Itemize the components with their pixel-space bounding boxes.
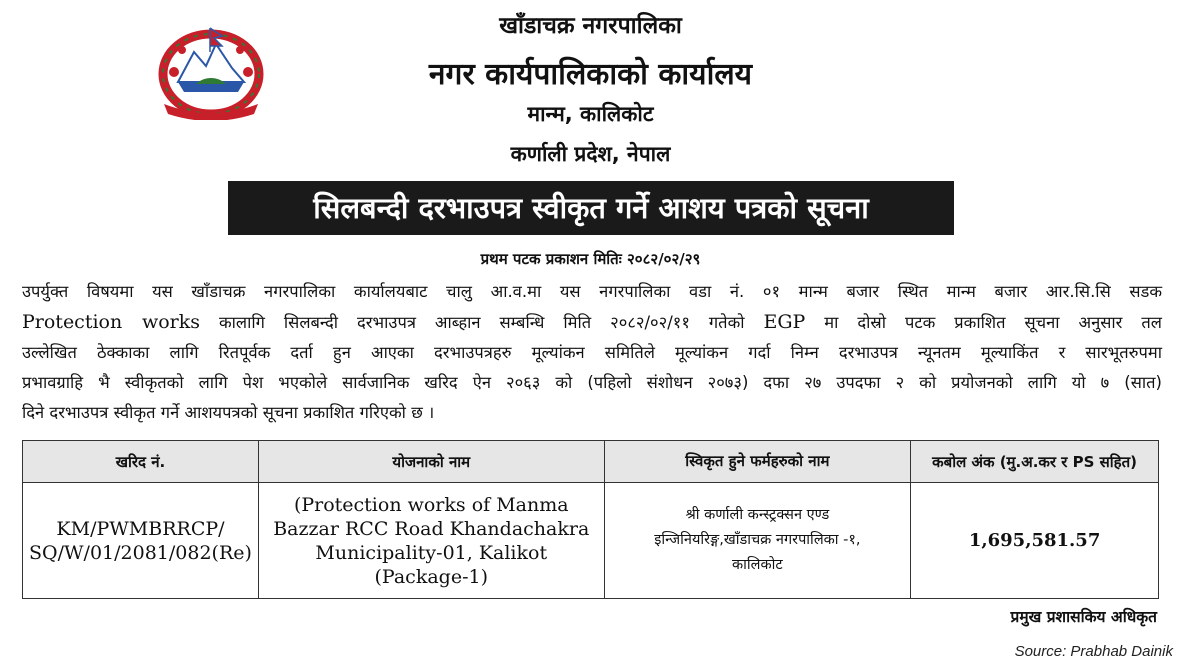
body-line-2-part-a: कालागि सिलबन्दी दरभाउपत्र आब्हान सम्बन्धि मिति २०८२/०२/११ गतेको — [200, 313, 764, 332]
cell-project-name: (Protection works of Manma Bazzar RCC Road Khandachakra Municipality-01, Kalikot (Package-1) — [258, 483, 604, 599]
body-line-2-part-b: मा दोस्रो पटक प्रकाशित सूचना अनुसार तल — [805, 313, 1162, 332]
body-line-1: उपर्युक्त विषयमा यस खाँडाचक्र नगरपालिका कार्यालयबाट चालु आ.व.मा यस नगरपालिका वडा नं. ०१ मान्म बजार स्थित मान्म बजार आर.सि.सि सडक — [22, 282, 1162, 301]
header-firm-name: स्विकृत हुने फर्महरुको नाम — [604, 441, 911, 483]
body-line-2 — [22, 307, 1162, 338]
source-credit: Source: Prabhab Dainik — [1014, 643, 1173, 660]
header-bid-amount: कबोल अंक (मु.अ.कर र PS सहित) — [911, 441, 1159, 483]
body-line-4: प्रभावग्राहि भै स्वीकृतको लागि पेश भएकोले सार्वजानिक खरिद ऐन २०६३ को (पहिलो संशोधन २०७३) दफा २७ उपदफा २ को प्रयोजनको लागि यो ७ (सात) — [22, 373, 1162, 392]
cell-firm-name: श्री कर्णाली कन्स्ट्रक्सन एण्ड इन्जिनियरिङ्ग,खाँडाचक्र नगरपालिका -१, कालिकोट — [604, 483, 911, 599]
body-latin-term: Protection works — [22, 311, 201, 333]
body-egp-term: EGP — [763, 311, 806, 333]
province-name: कर्णाली प्रदेश, नेपाल — [510, 142, 671, 166]
table-row — [23, 483, 1159, 599]
office-name: नगर कार्यपालिकाको कार्यालय — [428, 57, 753, 92]
notice-title: सिलबन्दी दरभाउपत्र स्वीकृत गर्ने आशय पत्रको सूचना — [228, 181, 954, 235]
body-line-3: उल्लेखित ठेक्काका लागि रितपूर्वक दर्ता हुन आएका दरभाउपत्रहरु मूल्यांकन समितिले मूल्यांकन गर्दा निम्न दरभाउपत्र न्यूनतम मूल्याकिंत र सारभूतरुपमा — [22, 343, 1162, 362]
cell-procurement-no: KM/PWMBRRCP/ SQ/W/01/2081/082(Re) — [23, 483, 259, 599]
municipality-name: खाँडाचक्र नगरपालिका — [499, 13, 682, 39]
office-location: मान्म, कालिकोट — [527, 102, 654, 126]
table-header-row — [23, 441, 1159, 483]
notice-body — [22, 277, 1162, 428]
publication-date: प्रथम पटक प्रकाशन मितिः २०८२/०२/२९ — [480, 250, 701, 268]
cell-bid-amount: 1,695,581.57 — [911, 483, 1159, 599]
body-line-5: दिने दरभाउपत्र स्वीकृत गर्ने आशयपत्रको सूचना प्रकाशित गरिएको छ । — [22, 403, 435, 422]
header-procurement-no: खरिद नं. — [23, 441, 259, 483]
chief-officer-signature: प्रमुख प्रशासकिय अधिकृत — [1010, 608, 1157, 626]
award-table — [22, 440, 1159, 599]
header-project-name: योजनाको नाम — [258, 441, 604, 483]
